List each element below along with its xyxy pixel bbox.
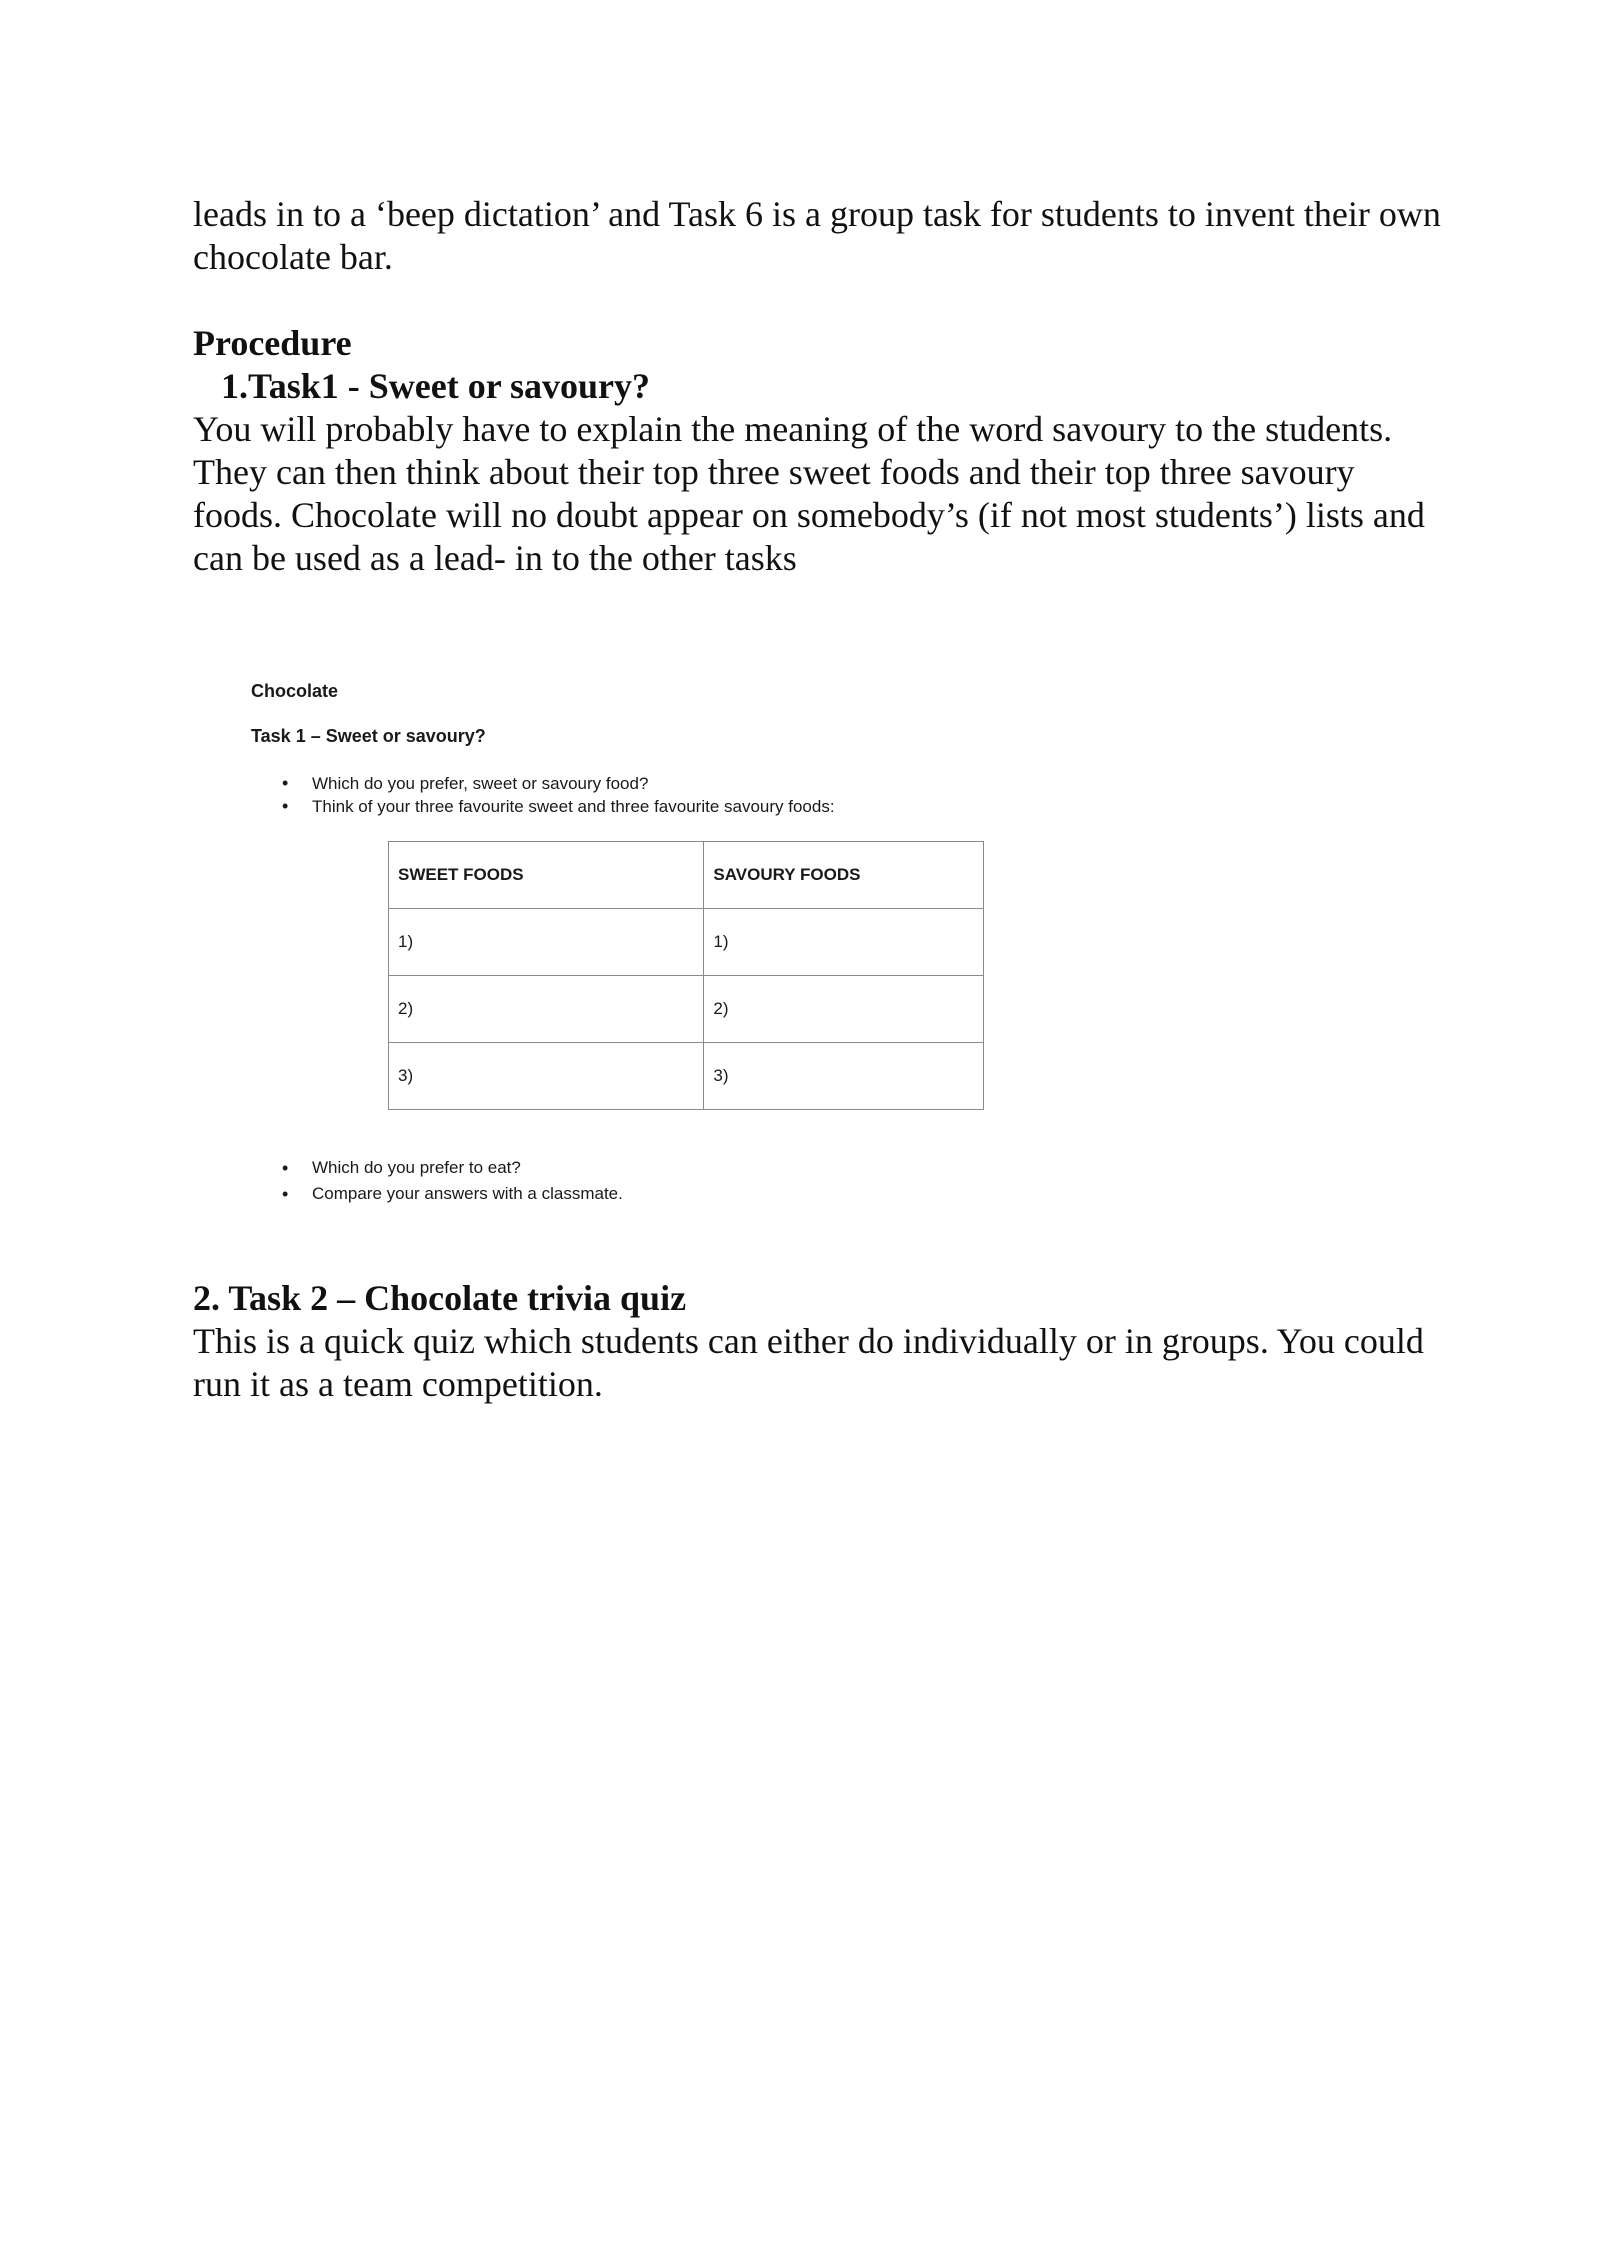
worksheet-task-title: Task 1 – Sweet or savoury? <box>251 726 486 746</box>
intro-paragraph: leads in to a ‘beep dictation’ and Task 6 is a group task for students to invent their own chocolate bar. <box>193 194 1441 277</box>
task1-heading: 1.Task1 - Sweet or savoury? <box>221 366 651 406</box>
task1-paragraph: You will probably have to explain the meaning of the word savoury to the students. They can then think about their top three sweet foods and their top three savoury foods. Chocolate will no doubt appear on somebody’s (if not most students’) lists and can be used as a lead- in to the other tasks <box>193 409 1425 578</box>
task2-heading: 2. Task 2 – Chocolate trivia quiz <box>193 1278 687 1318</box>
task2-paragraph: This is a quick quiz which students can either do individually or in groups. You could run it as a team competition. <box>193 1321 1424 1404</box>
table-row <box>389 909 984 976</box>
table-cell: 1) <box>704 909 984 976</box>
table-cell: 2) <box>389 976 704 1043</box>
worksheet-title: Chocolate <box>251 681 339 701</box>
bullet-item: • Think of your three favourite sweet and three favourite savoury foods: <box>282 795 835 818</box>
bullet-item: • Which do you prefer, sweet or savoury food? <box>282 772 835 795</box>
table-cell: 1) <box>389 909 704 976</box>
bullet-item: • Compare your answers with a classmate. <box>282 1181 623 1207</box>
table-row <box>389 976 984 1043</box>
column-header-savoury: SAVOURY FOODS <box>704 842 984 909</box>
column-header-sweet: SWEET FOODS <box>389 842 704 909</box>
table-header-row <box>389 842 984 909</box>
worksheet-bullets-top <box>282 772 835 818</box>
foods-table <box>388 841 984 1110</box>
bullet-item: • Which do you prefer to eat? <box>282 1155 623 1181</box>
table-cell: 2) <box>704 976 984 1043</box>
table-cell: 3) <box>704 1043 984 1110</box>
procedure-heading: Procedure <box>193 323 352 363</box>
worksheet-bullets-bottom <box>282 1155 623 1207</box>
table-row <box>389 1043 984 1110</box>
worksheet-image <box>230 660 1050 1220</box>
table-cell: 3) <box>389 1043 704 1110</box>
